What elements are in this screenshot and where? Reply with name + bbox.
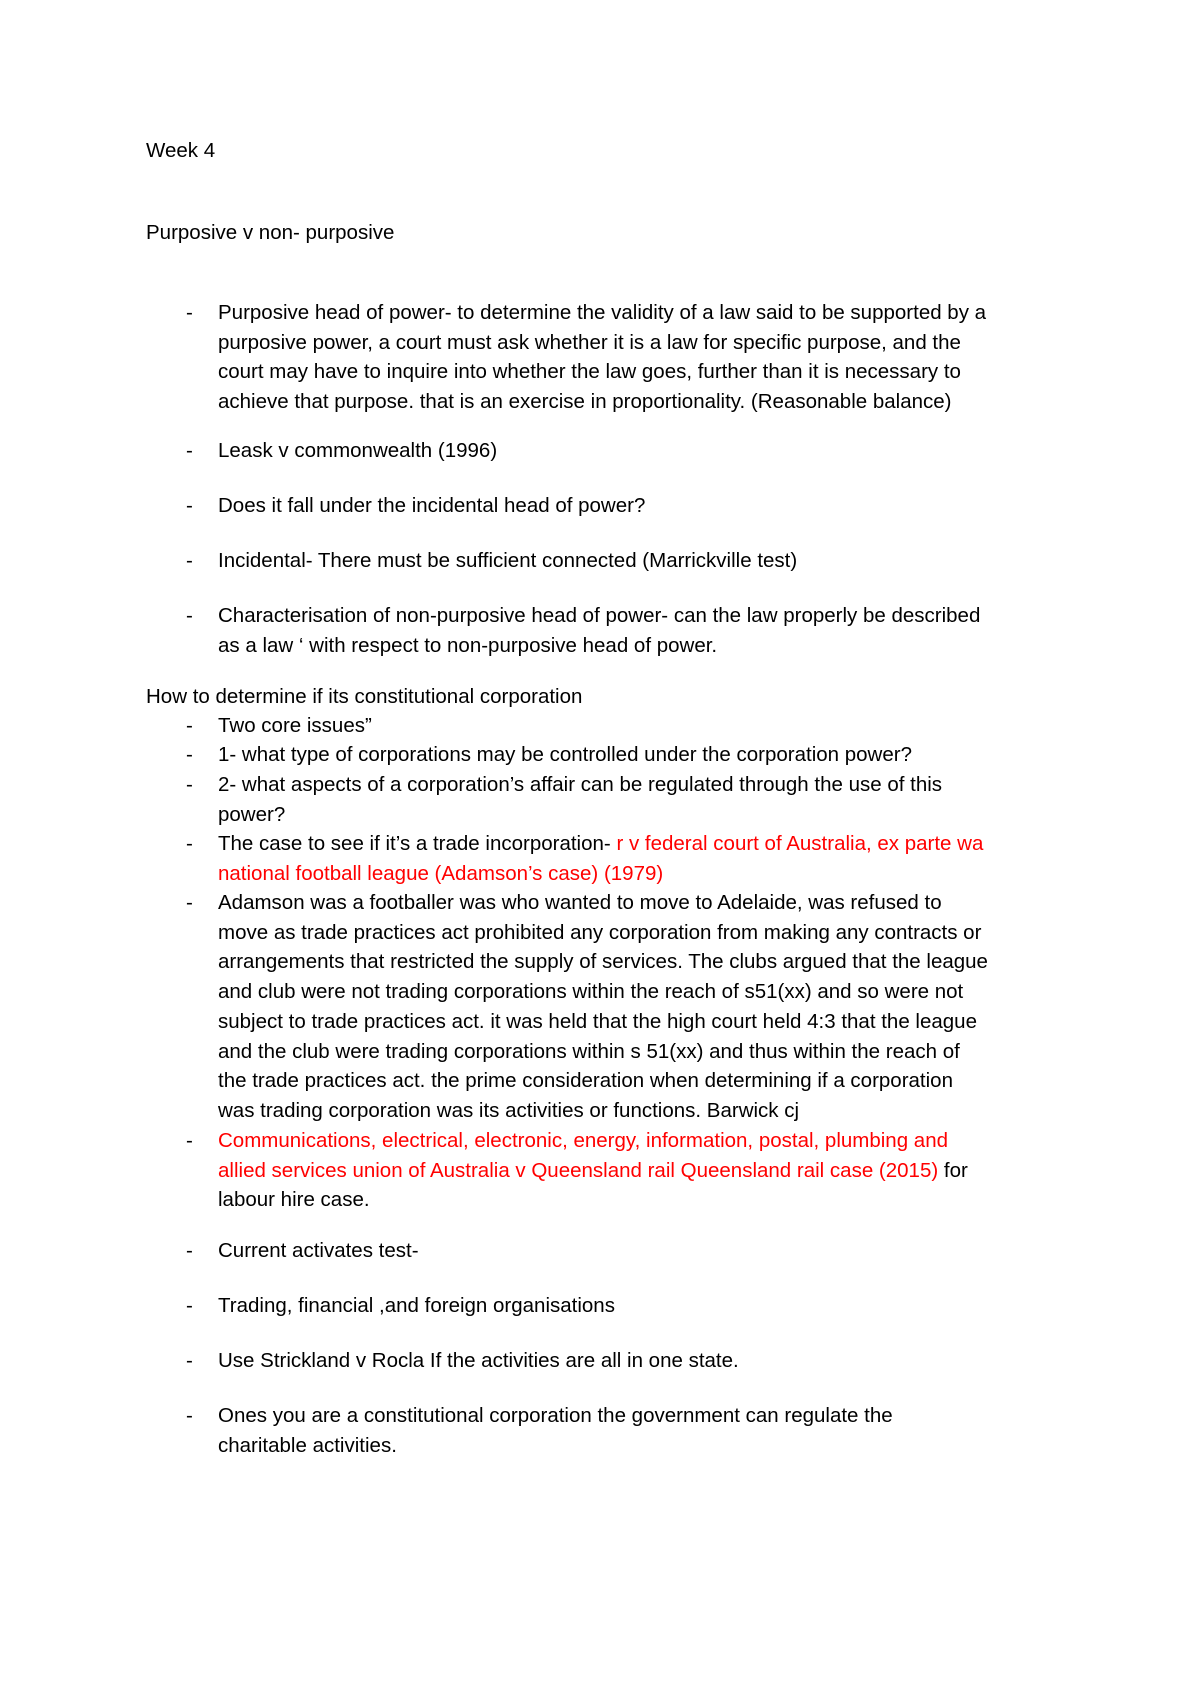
dash-bullet: -	[186, 301, 193, 324]
list-item-text	[218, 770, 1118, 829]
text-line: and club were not trading corporations within the reach of s51(xx) and so were not	[218, 980, 964, 1004]
list-item-text	[218, 1291, 1118, 1321]
text-line: as a law ‘ with respect to non-purposive head of power.	[218, 633, 718, 657]
text-line	[218, 829, 1118, 859]
text-line: subject to trade practices act. it was held that the high court held 4:3 that the league	[218, 1009, 977, 1033]
list-item-text	[218, 491, 1118, 521]
list-item-text	[218, 1346, 1118, 1376]
text-line: Leask v commonwealth (1996)	[218, 439, 498, 462]
case-citation-adamson-cont: national football league (Adamson’s case) (1979)	[218, 861, 664, 885]
section-title-purposive: Purposive v non- purposive	[146, 221, 395, 244]
text-line: charitable activities.	[218, 1433, 397, 1457]
dash-bullet: -	[186, 714, 193, 737]
dash-bullet: -	[186, 891, 193, 914]
section-title-corporation: How to determine if its constitutional corporation	[146, 685, 583, 708]
dash-bullet: -	[186, 439, 193, 462]
text-line: purposive power, a court must ask whether it is a law for specific purpose, and the	[218, 330, 961, 354]
text-line: Trading, financial ,and foreign organisations	[218, 1294, 615, 1317]
text-line: 2- what aspects of a corporation’s affair can be regulated through the use of this	[218, 773, 943, 796]
list-item-text	[218, 740, 1118, 770]
list-item-text	[218, 1401, 1118, 1460]
text-line: Adamson was a footballer was who wanted to move to Adelaide, was refused to	[218, 891, 942, 914]
dash-bullet: -	[186, 1404, 193, 1427]
text-line: Ones you are a constitutional corporation the government can regulate the	[218, 1404, 893, 1427]
dash-bullet: -	[186, 832, 193, 855]
list-item-text	[218, 711, 1118, 741]
text-line: arrangements that restricted the supply of services. The clubs argued that the league	[218, 950, 988, 974]
text-line: Characterisation of non-purposive head of power- can the law properly be described	[218, 604, 981, 627]
text-line: Does it fall under the incidental head of power?	[218, 494, 646, 517]
list-item-text	[218, 888, 1118, 1126]
text-line: was trading corporation was its activities or functions. Barwick cj	[218, 1098, 800, 1122]
dash-bullet: -	[186, 549, 193, 572]
dash-bullet: -	[186, 1349, 193, 1372]
text-line: achieve that purpose. that is an exercise in proportionality. (Reasonable balance)	[218, 390, 952, 414]
list-item-text	[218, 546, 1118, 576]
list-item-text	[218, 298, 1118, 417]
list-item-text	[218, 1236, 1118, 1266]
text-line: the trade practices act. the prime consideration when determining if a corporation	[218, 1069, 953, 1093]
trade-case-prefix: The case to see if it’s a trade incorporation-	[218, 832, 611, 855]
dash-bullet: -	[186, 494, 193, 517]
dash-bullet: -	[186, 1129, 193, 1152]
text-line: Purposive head of power- to determine the validity of a law said to be supported by a	[218, 301, 987, 324]
text-line: Two core issues”	[218, 714, 372, 737]
list-item-text	[218, 436, 1118, 466]
dash-bullet: -	[186, 743, 193, 766]
text-line: Use Strickland v Rocla If the activities are all in one state.	[218, 1349, 739, 1372]
list-item-text	[218, 1126, 1118, 1215]
dash-bullet: -	[186, 1239, 193, 1262]
text-line: Incidental- There must be sufficient connected (Marrickville test)	[218, 549, 798, 572]
case-citation-queensland-rail: Communications, electrical, electronic, energy, information, postal, plumbing and	[218, 1129, 949, 1152]
dash-bullet: -	[186, 1294, 193, 1317]
dash-bullet: -	[186, 773, 193, 796]
text-line	[218, 1156, 1118, 1186]
text-line: court may have to inquire into whether the law goes, further than it is necessary to	[218, 360, 961, 384]
text-line: and the club were trading corporations within s 51(xx) and thus within the reach of	[218, 1039, 960, 1063]
text-line: 1- what type of corporations may be controlled under the corporation power?	[218, 743, 912, 766]
page-heading: Week 4	[146, 139, 216, 162]
text-line: move as trade practices act prohibited any corporation from making any contracts or	[218, 920, 982, 944]
text-line: Current activates test-	[218, 1239, 419, 1262]
text-line: power?	[218, 802, 286, 826]
case-tail-text: for	[938, 1158, 968, 1182]
list-item-text	[218, 829, 1118, 888]
dash-bullet: -	[186, 604, 193, 627]
text-line: labour hire case.	[218, 1188, 370, 1212]
case-citation-queensland-rail-cont: allied services union of Australia v Queensland rail Queensland rail case (2015)	[218, 1158, 939, 1182]
list-item-text	[218, 601, 1118, 660]
case-citation-adamson: r v federal court of Australia, ex parte wa	[610, 832, 984, 855]
